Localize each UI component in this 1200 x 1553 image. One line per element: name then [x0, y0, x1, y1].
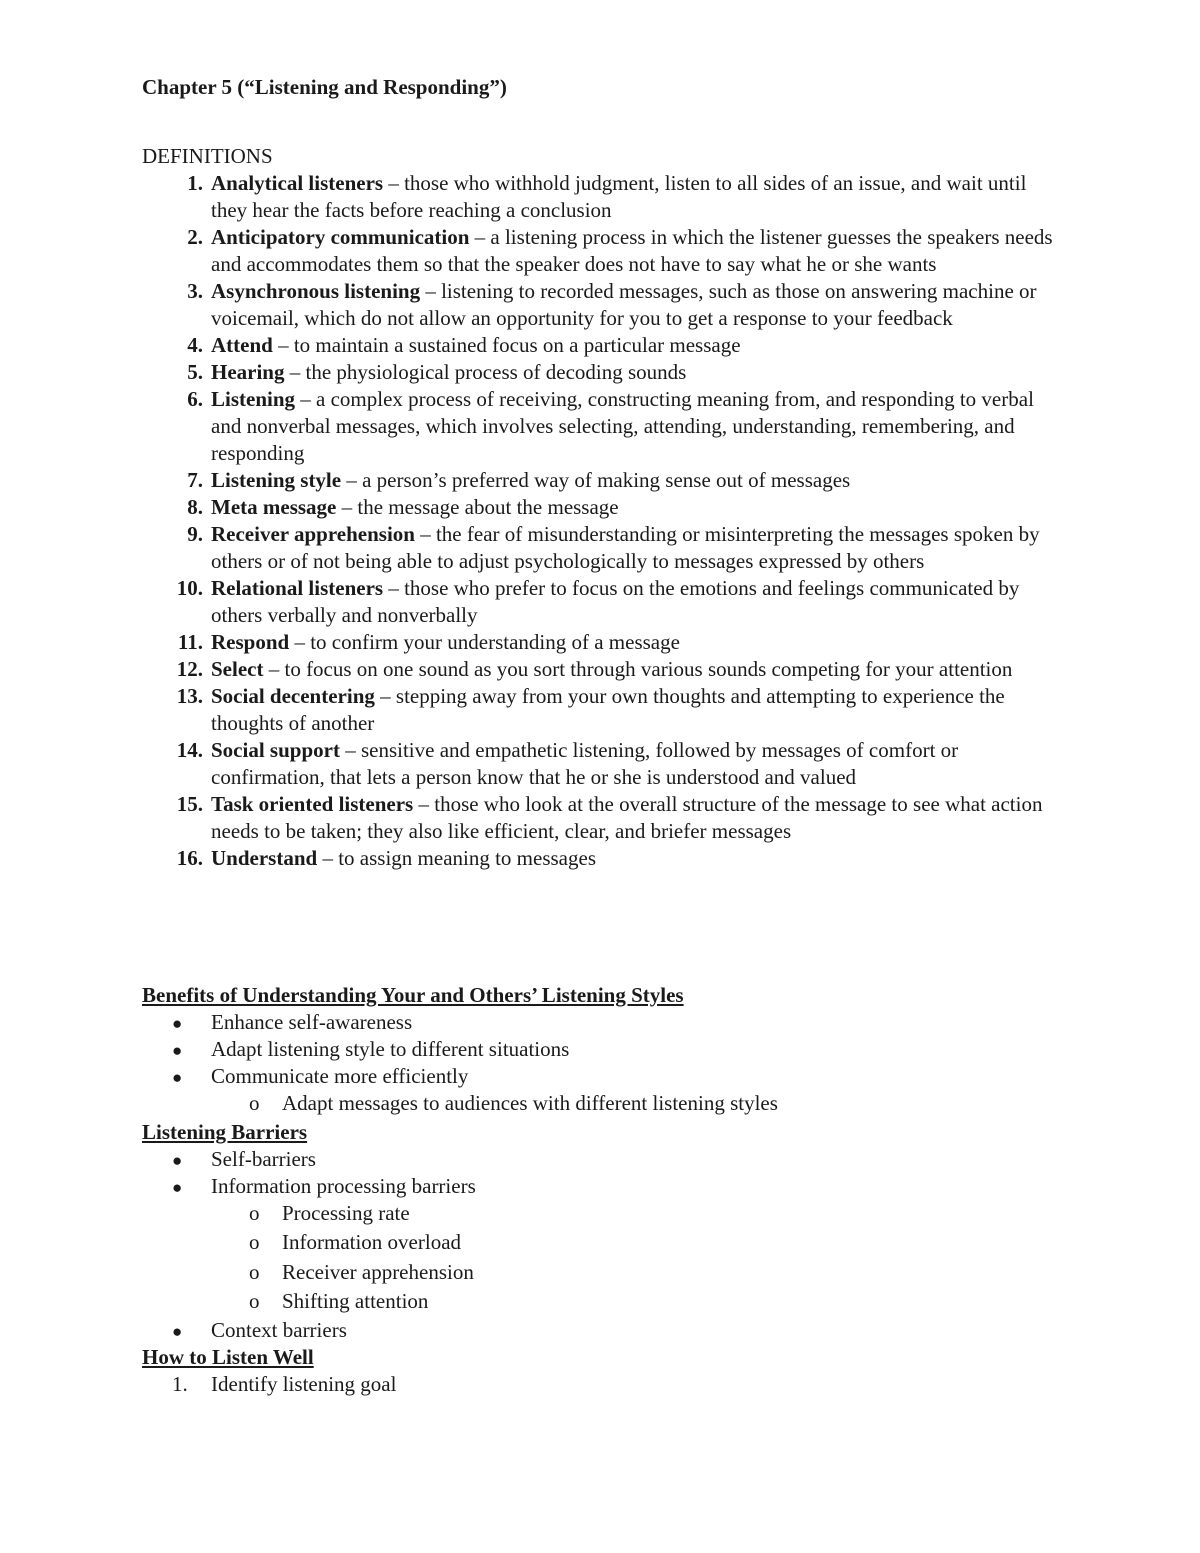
definition-term: Task oriented listeners: [211, 792, 414, 816]
definition-term: Select: [211, 657, 264, 681]
barriers-heading: Listening Barriers: [142, 1120, 308, 1144]
definition-item: 9. Receiver apprehension – the fear of misunderstanding or misinterpreting the messages spoken by others or of not being able to adjust psychologically to messages expressed by others: [187, 522, 1040, 573]
definition-text: – a complex process of receiving, constructing meaning from, and responding to verbal and nonverbal messages, which involves selecting, attending, understanding, remembering, and responding: [211, 387, 1034, 465]
definition-text: – a listening process in which the listener guesses the speakers needs and accommodates them so that the speaker does not have to say what he or she wants: [211, 225, 1053, 276]
definition-term: Listening style: [211, 468, 342, 492]
bullet-icon: ●: [172, 1322, 183, 1341]
definition-term: Social decentering: [211, 684, 375, 708]
definitions-heading: DEFINITIONS: [142, 144, 273, 168]
sub-list-item: o Processing rate: [249, 1201, 410, 1225]
list-item: ● Self-barriers: [172, 1146, 316, 1174]
definition-text: – to focus on one sound as you sort through various sounds competing for your attention: [263, 657, 1013, 681]
definition-item: 10. Relational listeners – those who prefer to focus on the emotions and feelings communicated by others verbally and nonverbally: [176, 576, 1020, 627]
sub-bullet-icon: o: [249, 1201, 260, 1225]
page-title: Chapter 5 (“Listening and Responding”): [142, 75, 507, 99]
benefits-heading: Benefits of Understanding Your and Others’ Listening Styles: [142, 983, 684, 1007]
definition-text: – a person’s preferred way of making sense out of messages: [341, 468, 851, 492]
definition-item: 2. Anticipatory communication – a listening process in which the listener guesses the speakers needs and accommodates them so that the speaker does not have to say what he or she wants: [187, 225, 1053, 276]
definition-term: Attend: [211, 333, 273, 357]
definition-text: – those who withhold judgment, listen to all sides of an issue, and wait until they hear the facts before reaching a conclusion: [211, 171, 1027, 222]
sub-bullet-icon: o: [249, 1091, 260, 1115]
bullet-icon: ●: [172, 1151, 183, 1170]
list-item: ● Context barriers: [172, 1317, 347, 1345]
definition-item: 7. Listening style – a person’s preferred way of making sense out of messages: [187, 468, 851, 492]
definition-item: 5. Hearing – the physiological process of decoding sounds: [187, 360, 687, 384]
definition-term: Social support: [211, 738, 340, 762]
list-item: 1. Identify listening goal: [172, 1372, 397, 1396]
definition-term: Receiver apprehension: [211, 522, 415, 546]
definition-term: Anticipatory communication: [211, 225, 470, 249]
list-item: ● Adapt listening style to different situations: [172, 1036, 569, 1064]
definition-item: 12. Select – to focus on one sound as you sort through various sounds competing for your attention: [176, 657, 1013, 681]
definition-text: – the fear of misunderstanding or misinterpreting the messages spoken by others or of not being able to adjust psychologically to messages expressed by others: [211, 522, 1040, 573]
definition-item: 11. Respond – to confirm your understanding of a message: [177, 630, 680, 654]
definition-item: 4. Attend – to maintain a sustained focus on a particular message: [187, 333, 741, 357]
definition-text: – listening to recorded messages, such as those on answering machine or voicemail, which do not allow an opportunity for you to get a response to your feedback: [211, 279, 1037, 330]
list-item: ● Enhance self-awareness: [172, 1009, 412, 1037]
sub-bullet-icon: o: [249, 1289, 260, 1313]
definition-item: 1. Analytical listeners – those who withhold judgment, listen to all sides of an issue, and wait until they hear the facts before reaching a conclusion: [187, 171, 1027, 222]
definition-item: 3. Asynchronous listening – listening to recorded messages, such as those on answering machine or voicemail, which do not allow an opportunity for you to get a response to your feedback: [187, 279, 1037, 330]
definition-text: – those who look at the overall structure of the message to see what action needs to be taken; they also like efficient, clear, and briefer messages: [211, 792, 1043, 843]
bullet-icon: ●: [172, 1014, 183, 1033]
definition-text: – to maintain a sustained focus on a particular message: [272, 333, 741, 357]
bullet-icon: ●: [172, 1068, 183, 1087]
definition-item: 13. Social decentering – stepping away from your own thoughts and attempting to experience the thoughts of another: [176, 684, 1005, 735]
bullet-icon: ●: [172, 1178, 183, 1197]
sub-list-item: o Adapt messages to audiences with different listening styles: [249, 1091, 778, 1115]
definition-text: – those who prefer to focus on the emotions and feelings communicated by others verbally and nonverbally: [211, 576, 1020, 627]
definition-item: 6. Listening – a complex process of receiving, constructing meaning from, and responding to verbal and nonverbal messages, which involves selecting, attending, understanding, remembering, and responding: [187, 387, 1034, 465]
bullet-icon: ●: [172, 1041, 183, 1060]
list-item: ● Information processing barriers: [172, 1173, 476, 1201]
definition-text: – sensitive and empathetic listening, followed by messages of comfort or confirmation, that lets a person know that he or she is understood and valued: [211, 738, 959, 789]
definition-term: Listening: [211, 387, 296, 411]
definition-term: Asynchronous listening: [211, 279, 421, 303]
definition-term: Understand: [211, 846, 318, 870]
sub-bullet-icon: o: [249, 1230, 260, 1254]
definition-text: – the message about the message: [336, 495, 619, 519]
definitions-list: [142, 170, 1062, 872]
definition-text: – to assign meaning to messages: [317, 846, 596, 870]
definition-item: 14. Social support – sensitive and empathetic listening, followed by messages of comfort or confirmation, that lets a person know that he or she is understood and valued: [176, 738, 959, 789]
definition-term: Relational listeners: [211, 576, 384, 600]
definition-term: Respond: [211, 630, 290, 654]
definition-text: – to confirm your understanding of a message: [289, 630, 680, 654]
sub-bullet-icon: o: [249, 1260, 260, 1284]
definition-text: – stepping away from your own thoughts and attempting to experience the thoughts of another: [211, 684, 1005, 735]
definition-term: Hearing: [211, 360, 285, 384]
definition-term: Meta message: [211, 495, 337, 519]
sub-list-item: o Shifting attention: [249, 1289, 429, 1313]
definition-item: 15. Task oriented listeners – those who look at the overall structure of the message to see what action needs to be taken; they also like efficient, clear, and briefer messages: [176, 792, 1043, 843]
definition-text: – the physiological process of decoding sounds: [284, 360, 687, 384]
sub-list-item: o Information overload: [249, 1230, 462, 1254]
sub-list-item: o Receiver apprehension: [249, 1260, 474, 1284]
definition-term: Analytical listeners: [211, 171, 384, 195]
definition-item: 16. Understand – to assign meaning to messages: [176, 846, 596, 870]
list-item: ● Communicate more efficiently: [172, 1063, 468, 1091]
definition-item: 8. Meta message – the message about the message: [187, 495, 619, 519]
listen-well-heading: How to Listen Well: [142, 1345, 314, 1369]
